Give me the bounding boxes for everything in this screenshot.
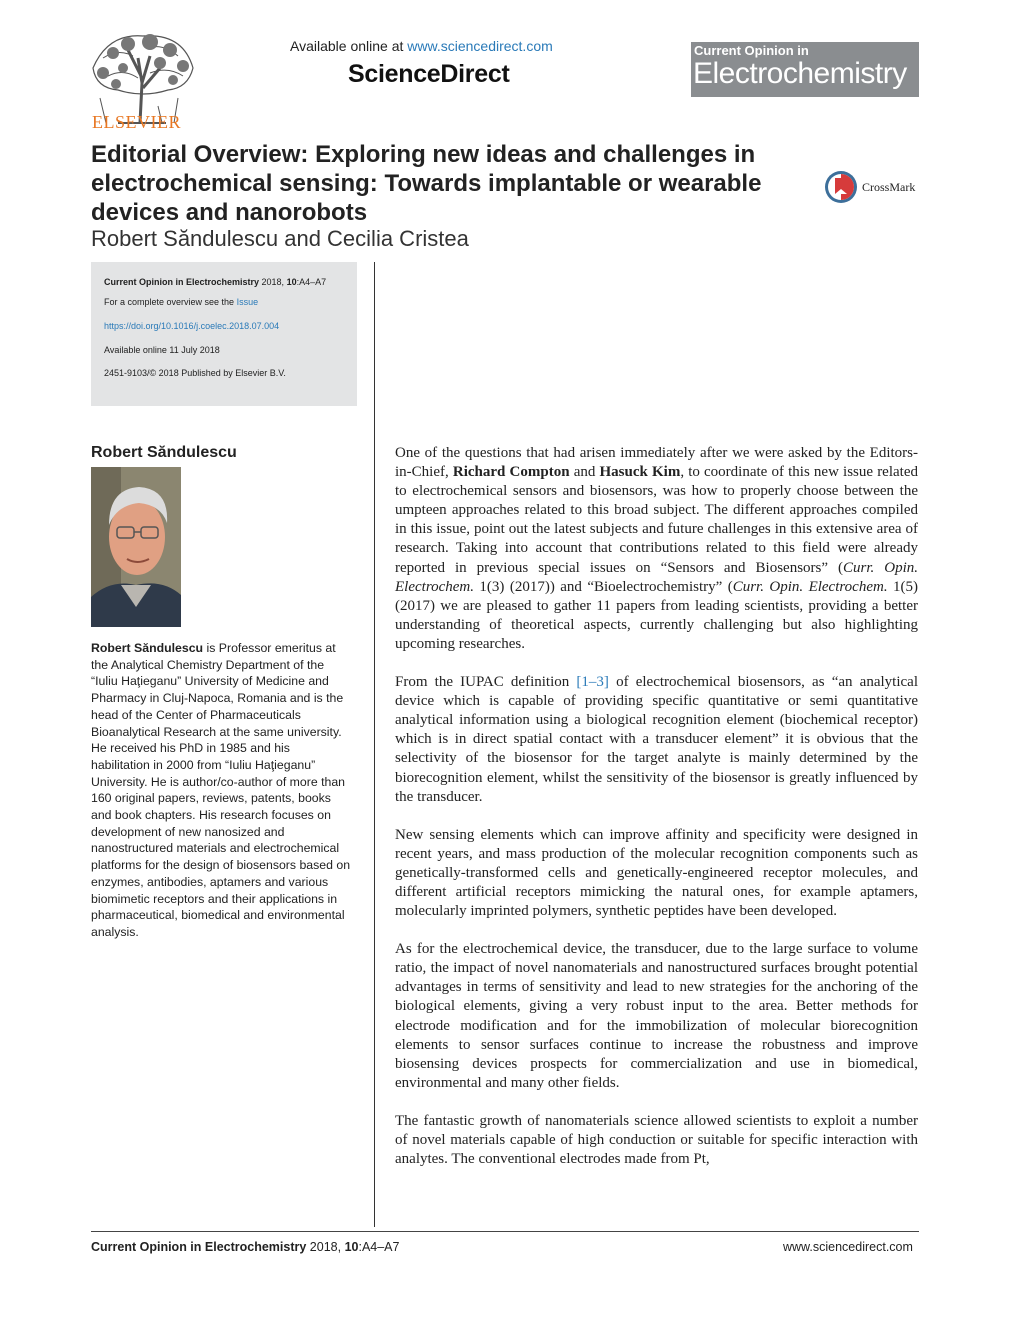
body-text-run: 1(3) (2017)) and “Bioelectrochemistry” ( (474, 578, 733, 595)
available-online-label: Available online at (290, 38, 404, 54)
editor-name: Hasuck Kim (599, 464, 681, 481)
paragraph (395, 444, 918, 654)
column-divider (374, 262, 375, 1227)
journal-banner-line1: Current Opinion in (694, 43, 809, 58)
body-text-run: , to coordinate of this new issue related to electrochemical sensors and biosensors, was how to properly choose between the umpteen approaches related to this broad subject. The different approaches compiled in this issue, point out the latest subjects and future challenges in this extensive area of research. Taking into account that contributions related to this field were already reported in previous special issues on “Sensors and Biosensors” ( (395, 464, 918, 576)
paragraph (395, 673, 918, 807)
body-text-run: From the IUPAC definition (395, 674, 577, 691)
body-text-run: One of the questions that had arisen immediately after we were asked by the Editors-in-Chief, (395, 445, 918, 481)
article-body (395, 444, 918, 1188)
overview-line (104, 297, 258, 307)
citation-line (104, 277, 326, 287)
sciencedirect-link[interactable]: www.sciencedirect.com (407, 38, 553, 54)
footer-volume: 10 (344, 1240, 359, 1254)
paragraph: As for the electrochemical device, the transducer, due to the large surface to volume ratio, the impact of novel nanomaterials and nanostructured surfaces brought potential advantages in terms of sensitivity and lead to new strategies for the anchoring of the biological elements, giving a very robust input to the area. Better methods for electrode modification and for the immobilization of molecular biorecognition elements to sensor surfaces continue to increase the robustness and improve biosensing devices prospects for commercialization and use in biomedical, environmental and many other fields. (395, 941, 918, 1091)
footer-citation (91, 1240, 399, 1254)
issue-link[interactable]: Issue (236, 297, 259, 307)
article-info-box (91, 262, 357, 406)
bio-heading: Robert Săndulescu (91, 444, 237, 461)
available-date: Available online 11 July 2018 (104, 345, 220, 355)
body-text-run: 1(5) (2017) we are pleased to gather 11 papers from leading scientists, providing a better understanding of theoretical aspects, currently challenging but also highlighting upcoming researches. (395, 578, 918, 652)
footer-year: 2018, (306, 1240, 345, 1254)
footer-rule (91, 1231, 919, 1232)
journal-citation: Curr. Opin. Electrochem. (732, 578, 888, 595)
journal-banner (691, 42, 919, 97)
bio-body: is Professor emeritus at the Analytical Chemistry Department of the “Iuliu Haţieganu” University of Medicine and Pharmacy in Cluj-Napoca, Romania and is the head of the Center of Pharmaceuticals Bioanalytical Research at the same university. He received his PhD in 1985 and his habilitation in 2000 from “Iuliu Haţieganu” University. He is author/co-author of more than 160 original papers, reviews, patents, books and book chapters. His research focuses on development of new nanosized and nanostructured materials and electrochemical platforms for the design of biosensors based on enzymes, antibodies, aptamers and various biomimetic receptors and their applications in pharmaceutical, biomedical and environmental analysis. (91, 641, 351, 939)
available-online (290, 38, 553, 54)
copyright: 2451-9103/© 2018 Published by Elsevier B.V. (104, 368, 286, 378)
article-title: Editorial Overview: Exploring new ideas and challenges in electrochemical sensing: Towards implantable or wearable devices and nanorobots (91, 141, 762, 226)
editor-name: Richard Compton (452, 464, 570, 481)
author-portrait (91, 467, 181, 627)
bio-text (91, 640, 351, 941)
citation-journal: Current Opinion in Electrochemistry (104, 277, 260, 287)
doi-link[interactable]: https://doi.org/10.1016/j.coelec.2018.07.004 (104, 321, 280, 331)
elsevier-wordmark: ELSEVIER (92, 112, 181, 132)
body-text-run: and (569, 464, 600, 481)
footer-journal: Current Opinion in Electrochemistry (91, 1240, 307, 1254)
sciencedirect-brand: ScienceDirect (348, 60, 510, 88)
citation-volume: 10 (286, 277, 297, 287)
footer-url[interactable]: www.sciencedirect.com (783, 1240, 913, 1254)
citation-year: 2018, (259, 277, 287, 287)
overview-text: For a complete overview see the (104, 297, 237, 307)
crossmark-label: CrossMark (862, 180, 916, 194)
paragraph: New sensing elements which can improve affinity and specificity were designed in recent years, and mass production of the molecular recognition components such as genetically-transformed cells and genetically-engineered receptor molecules, and different artificial receptors mimicking the natural ones, for example aptamers, molecularly imprinted polymers, synthetic peptides have been developed. (395, 826, 918, 920)
citation-pages: :A4–A7 (296, 277, 327, 287)
journal-citation: Curr. Opin. Electrochem. (395, 559, 918, 595)
journal-banner-line2: Electrochemistry (693, 57, 907, 90)
body-text-run: of electrochemical biosensors, as “an analytical device which is capable of providing specific quantitative or semi quantitative analytical information using a biological recognition element (biochemical receptor) which is in direct spatial contact with a transducer element” it is obvious that the selectivity of the biosensor for the target analyte is mainly determined by the biorecognition element, whilst the sensitivity of the biosensor is greatly influenced by the transducer. (395, 674, 918, 805)
crossmark-icon (824, 170, 860, 204)
article-authors: Robert Săndulescu and Cecilia Cristea (91, 226, 469, 251)
bio-name-inline: Robert Săndulescu (91, 641, 204, 655)
reference-link[interactable]: [1–3] (576, 674, 609, 691)
crossmark-badge[interactable] (824, 170, 964, 204)
author-photo (91, 467, 181, 627)
footer-pages: :A4–A7 (358, 1240, 400, 1254)
paragraph: The fantastic growth of nanomaterials science allowed scientists to exploit a number of novel materials capable of high conduction or suitable for specific interaction with analytes. The conventional electrodes made from Pt, (395, 1112, 918, 1168)
